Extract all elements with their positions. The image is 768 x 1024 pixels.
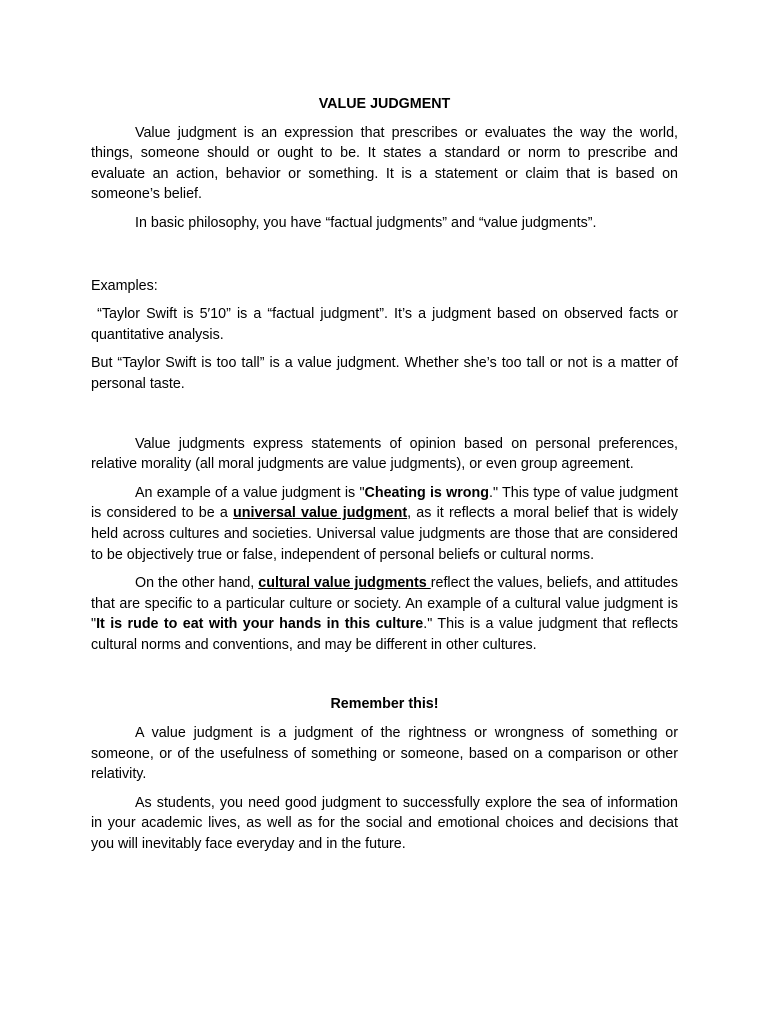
remember-heading: Remember this! bbox=[330, 696, 439, 713]
text-run: ." This is a value judgment that reflects cultural norms and conventions, and may be different in other cultures. bbox=[91, 616, 678, 653]
text-run: An example of a value judgment is " bbox=[135, 484, 365, 501]
cultural-value-judgments-term: cultural value judgments bbox=[258, 575, 431, 592]
page-title: VALUE JUDGMENT bbox=[318, 96, 451, 112]
spacer bbox=[91, 403, 678, 434]
universal-value-judgment-term: universal value judgment bbox=[233, 505, 408, 522]
bold-example: Cheating is wrong bbox=[364, 484, 489, 501]
example-paragraph-2: But “Taylor Swift is too tall” is a value judgment. Whether she’s too tall or not is a matter of personal taste. bbox=[91, 355, 678, 392]
text-run: , as it reflects a moral belief that is widely held across cultures and societies. Universal value judgments are those that are considered to be objectively true or false, independent of personal beliefs or cultural norms. bbox=[91, 505, 678, 563]
body-paragraph-1: Value judgments express statements of opinion based on personal preferences, relative morality (all moral judgments are value judgments), or even group agreement. bbox=[91, 435, 678, 473]
spacer bbox=[91, 663, 678, 694]
example-paragraph-1: “Taylor Swift is 5′10” is a “factual judgment”. It’s a judgment based on observed facts or quantitative analysis. bbox=[91, 306, 682, 343]
intro-paragraph-1: Value judgment is an expression that prescribes or evaluates the way the world, things, someone should or ought to be. It states a standard or norm to prescribe and evaluate an action, behavior or something. It is a statement or claim that is based on someone’s belief. bbox=[91, 124, 678, 203]
text-run: On the other hand, bbox=[135, 575, 259, 592]
spacer bbox=[91, 242, 678, 276]
text-run: reflect the values, beliefs, and attitudes that are specific to a particular culture or society. An example of a cultural value judgment is " bbox=[91, 575, 678, 633]
bold-example: It is rude to eat with your hands in this culture bbox=[96, 616, 424, 633]
examples-heading: Examples: bbox=[91, 277, 158, 294]
remember-paragraph-1: A value judgment is a judgment of the rightness or wrongness of something or someone, or of the usefulness of something or someone, based on a comparison or other relativity. bbox=[91, 725, 678, 783]
text-run: ." This type of value judgment is considered to be a bbox=[91, 484, 678, 522]
document-page bbox=[91, 94, 682, 863]
intro-paragraph-2: In basic philosophy, you have “factual judgments” and “value judgments”. bbox=[135, 214, 597, 231]
remember-paragraph-2: As students, you need good judgment to successfully explore the sea of information in your academic lives, as well as for the social and emotional choices and decisions that you will inevitably face everyday and in the future. bbox=[91, 794, 678, 853]
body-paragraph-3 bbox=[91, 573, 678, 655]
body-paragraph-2 bbox=[91, 483, 678, 565]
